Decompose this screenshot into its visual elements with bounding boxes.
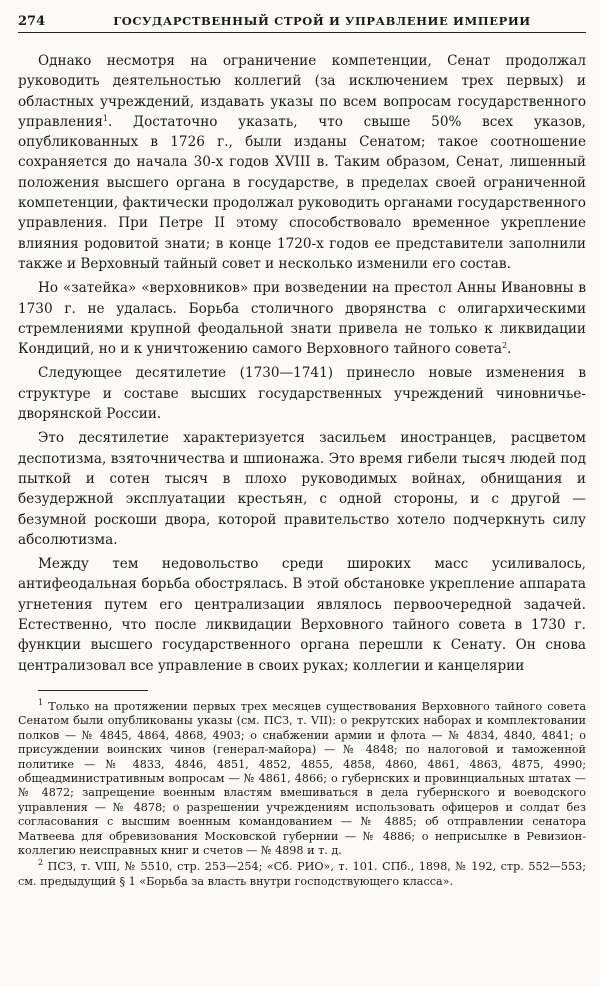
paragraph: Это десятилетие характеризуется засильем иностранцев, расцветом деспотизма, взяточничества и шпионажа. Это время гибели тысяч людей под пыткой и сотен тысяч в плохо руководимых войнах, обнищания и безудержной эксплуатации крестьян, с одной стороны, и с другой — безумной роскоши двора, которой правительство хотело подчеркнуть силу абсолютизма. <box>18 430 586 548</box>
footnotes <box>18 697 586 889</box>
footnote-2: $^2$ ПСЗ, т. VIII, № 5510, стр. 253—254; «Сб. РИО», т. 101. СПб., 1898, № 192, стр. 552—553; см. предыдущий § 1 «Борьба за власть внутри господствующего класса». <box>18 858 586 888</box>
footnote-1: $^1$ Только на протяжении первых трех месяцев существования Верховного тайного совета Сенатом были опубликованы указы (см. ПСЗ, т. VII): о рекрутских наборах и комплектовании полков — № 4845, 4864, 4868, 4903; о снабжении армии и флота — № 4834, 4840, 4841; о присуждении воинских чинов (генерал-майора) — № 4848; по налоговой и таможенной политике — № 4833, 4846, 4851, 4852, 4855, 4858, 4860, 4861, 4863, 4875, 4990; общеадминистративным вопросам — № 4861, 4866; о губернских и провинциальных штатах — № 4872; запрещение военным властям вмешиваться в дела губернского и воеводского управления — № 4878; о разрешении учреждениям использовать офицеров и солдат без согласования с высшим военным командованием — № 4885; об отправлении сенатора Матвеева для обревизования Московской губернии — № 4886; о неприсылке в Ревизион-коллегию неисправных книг и счетов — № 4898 и т. д. <box>18 697 586 857</box>
footnote-ref[interactable]: 1 <box>102 113 108 123</box>
paragraph: Однако несмотря на ограничение компетенции, Сенат продолжал руководить деятельностью коллегий (за исключением трех первых) и областных учреждений, издавать указы по всем вопросам государственного управления$^1$. Достаточно указать, что свыше 50% всех указов, опубликованных в 1726 г., были изданы Сенатом; такое соотношение сохраняется до начала 30-х годов XVIII в. Таким образом, Сенат, лишенный положения высшего органа в государстве, в пределах своей ограниченной компетенции, фактически продолжал руководить органами государственного управления. При Петре II этому способствовало временное укрепление влияния родовитой знати; в конце 1720-х годов ее представители заполнили также и Верховный тайный совет и несколько изменили его состав. <box>18 53 586 272</box>
footnote-mark: 2 <box>38 858 44 868</box>
paragraph: Но «затейка» «верховников» при возведении на престол Анны Ивановны в 1730 г. не удалась. Борьба столичного дворянства с олигархическими стремлениями крупной феодальной знати привела не только к ликвидации Кондиций, но и к уничтожению самого Верховного тайного совета$^2$. <box>18 280 586 358</box>
paragraph: Следующее десятилетие (1730—1741) принесло новые изменения в структуре и составе высших государственных учреждений чиновничье-дворянской России. <box>18 365 586 423</box>
paragraph: Между тем недовольство среди широких масс усиливалось, антифеодальная борьба обострялась. В этой обстановке укрепление аппарата угнетения путем его централизации являлось первоочередной задачей. Естественно, что после ликвидации Верховного тайного совета в 1730 г. функции высшего государственного органа перешли к Сенату. Он снова централизовал все управление в своих руках; коллегии и канцелярии <box>18 556 586 674</box>
page-header <box>18 14 586 33</box>
main-text <box>18 51 586 676</box>
running-title: ГОСУДАРСТВЕННЫЙ СТРОЙ И УПРАВЛЕНИЕ ИМПЕРИИ <box>113 14 531 28</box>
footnote-divider <box>38 690 148 691</box>
page-number: 274 <box>18 14 46 29</box>
footnote-ref[interactable]: 2 <box>502 341 508 351</box>
footnote-mark: 1 <box>38 697 44 707</box>
